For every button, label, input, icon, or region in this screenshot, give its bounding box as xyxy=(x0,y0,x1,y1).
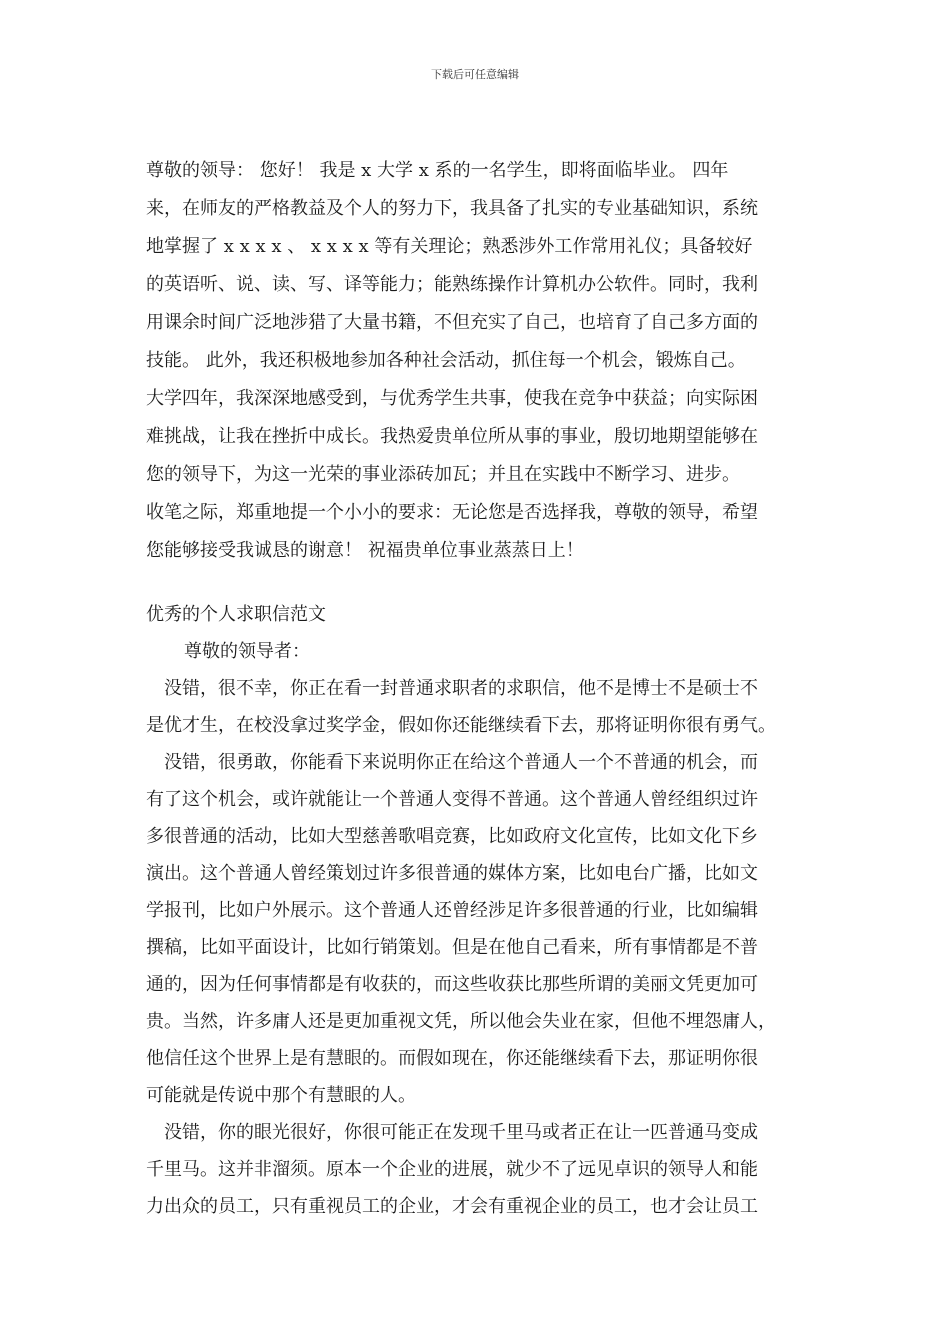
text-line: 技能。 此外，我还积极地参加各种社会活动，抓住每一个机会，锻炼自己。 xyxy=(146,350,746,371)
text-line: 大学四年，我深深地感受到，与优秀学生共事，使我在竞争中获益；向实际困 xyxy=(146,388,758,409)
text-line: 学报刊，比如户外展示。这个普通人还曾经涉足许多很普通的行业，比如编辑 xyxy=(146,900,758,921)
text-line: 力出众的员工，只有重视员工的企业，才会有重视企业的员工，也才会让员工 xyxy=(146,1196,758,1217)
text-line: 可能就是传说中那个有慧眼的人。 xyxy=(146,1085,416,1106)
text-line: 撰稿，比如平面设计，比如行销策划。但是在他自己看来，所有事情都是不普 xyxy=(146,937,758,958)
cover-letter-1 xyxy=(146,152,822,570)
text-line: 有了这个机会，或许就能让一个普通人变得不普通。这个普通人曾经组织过许 xyxy=(146,789,758,810)
text-line: 贵。当然，许多庸人还是更加重视文凭，所以他会失业在家，但他不埋怨庸人， xyxy=(146,1011,776,1032)
page-header: 下载后可任意编辑 xyxy=(431,68,519,81)
text-line: 是优才生，在校没拿过奖学金，假如你还能继续看下去，那将证明你很有勇气。 xyxy=(146,715,776,736)
cover-letter-2 xyxy=(146,596,822,1225)
text-line: 的英语听、说、读、写、译等能力；能熟练操作计算机办公软件。同时，我利 xyxy=(146,274,758,295)
text-line: 地掌握了 x x x x 、 x x x x 等有关理论；熟悉涉外工作常用礼仪；具备较好 xyxy=(146,236,753,257)
text-line: 您能够接受我诚恳的谢意！ 祝福贵单位事业蒸蒸日上！ xyxy=(146,540,584,561)
text-line: 多很普通的活动，比如大型慈善歌唱竞赛，比如政府文化宣传，比如文化下乡 xyxy=(146,826,758,847)
text-line: 没错，很不幸，你正在看一封普通求职者的求职信，他不是博士不是硕士不 xyxy=(164,678,758,699)
section-title: 优秀的个人求职信范文 xyxy=(146,604,326,625)
text-line: 用课余时间广泛地涉猎了大量书籍，不但充实了自己，也培育了自己多方面的 xyxy=(146,312,758,333)
text-line: 尊敬的领导： 您好！ 我是 x 大学 x 系的一名学生，即将面临毕业。 四年 xyxy=(146,160,729,181)
text-line: 他信任这个世界上是有慧眼的。而假如现在，你还能继续看下去，那证明你很 xyxy=(146,1048,758,1069)
text-line: 没错，很勇敢，你能看下来说明你正在给这个普通人一个不普通的机会，而 xyxy=(164,752,758,773)
text-line: 来，在师友的严格教益及个人的努力下，我具备了扎实的专业基础知识，系统 xyxy=(146,198,758,219)
text-line: 收笔之际，郑重地提一个小小的要求：无论您是否选择我，尊敬的领导，希望 xyxy=(146,502,758,523)
text-line: 您的领导下，为这一光荣的事业添砖加瓦；并且在实践中不断学习、进步。 xyxy=(146,464,740,485)
salutation: 尊敬的领导者： xyxy=(184,641,310,662)
text-line: 没错，你的眼光很好，你很可能正在发现千里马或者正在让一匹普通马变成 xyxy=(164,1122,758,1143)
text-line: 通的，因为任何事情都是有收获的，而这些收获比那些所谓的美丽文凭更加可 xyxy=(146,974,758,995)
text-line: 难挑战，让我在挫折中成长。我热爱贵单位所从事的事业，殷切地期望能够在 xyxy=(146,426,758,447)
text-line: 千里马。这并非溜须。原本一个企业的进展，就少不了远见卓识的领导人和能 xyxy=(146,1159,758,1180)
text-line: 演出。这个普通人曾经策划过许多很普通的媒体方案，比如电台广播，比如文 xyxy=(146,863,758,884)
